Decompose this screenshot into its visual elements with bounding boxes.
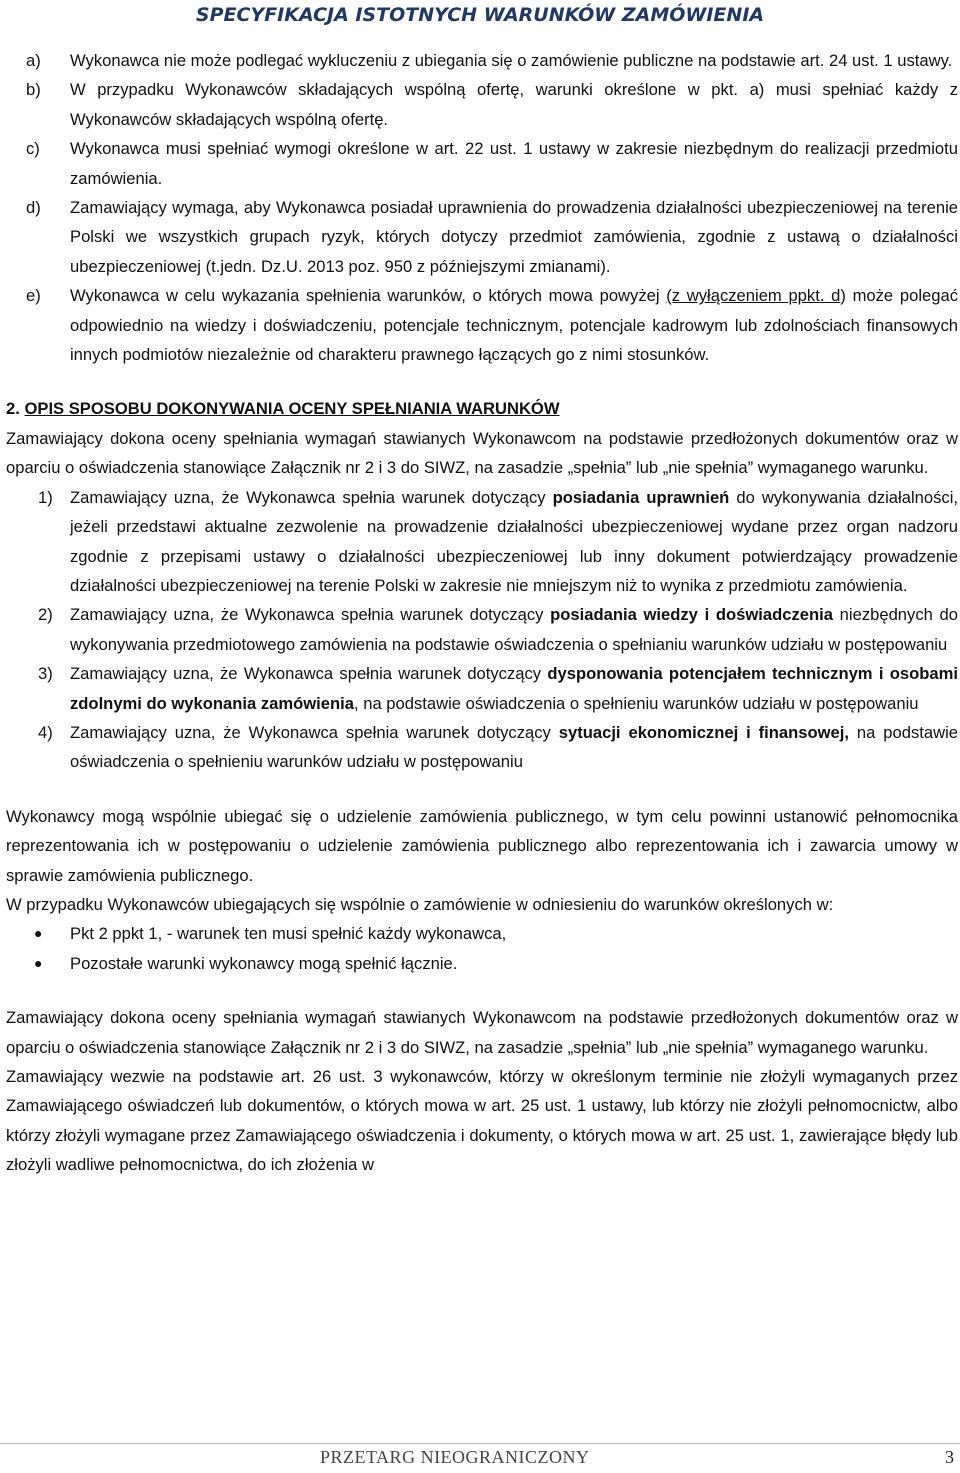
list-marker: 2)	[38, 605, 53, 625]
list-marker: 3)	[38, 664, 53, 684]
closing-summons-paragraph: Zamawiający wezwie na podstawie art. 26 ust. 3 wykonawców, którzy w określonym terminie nie złożyli wymaganych przez Zamawiającego oświadczeń lub dokumentów, o których mowa w art. 25 ust. 1 ustawy, lub którzy nie złożyli pełnomocnictw, albo którzy złożyli wymagane przez Zamawiającego oświadczenia i dokumenty, o których mowa w art. 25 ust. 1, zawierające błędy lub złożyli wadliwe pełnomocnictwa, do ich złożenia w	[6, 1067, 958, 1175]
list-item-text: W przypadku Wykonawców składających wspólną ofertę, warunki określone w pkt. a) musi spełniać każdy z Wykonawców składających wspólną ofertę.	[70, 80, 958, 129]
list-item-text: Wykonawca nie może podlegać wykluczeniu z ubiegania się o zamówienie publiczne na podstawie art. 24 ust. 1 ustawy.	[70, 51, 953, 70]
item-e-text-before: Wykonawca w celu wykazania spełnienia warunków, o których mowa powyżej	[70, 286, 667, 306]
list-item-a	[6, 46, 958, 75]
footer-title: PRZETARG NIEOGRANICZONY	[320, 1447, 590, 1467]
joint-bid-paragraph: Wykonawcy mogą wspólnie ubiegać się o udzielenie zamówienia publicznego, w tym celu powinni ustanowić pełnomocnika reprezentowania ich w postępowaniu o udzielenie zamówienia publicznego albo reprezentowania ich i zawarcia umowy w sprawie zamówienia publicznego.	[6, 806, 958, 885]
list-item-d	[6, 193, 958, 281]
page-footer	[0, 1445, 960, 1473]
page-header-title: SPECYFIKACJA ISTOTNYCH WARUNKÓW ZAMÓWIENIA	[195, 4, 765, 26]
list-marker: b)	[26, 80, 41, 100]
item-text-post: niezbędnych do wykonywania przedmiotowego zamówienia na podstawie oświadczenia o spełnianiu warunków udziału w postępowaniu	[70, 605, 959, 654]
item-text-pre: Zamawiający uzna, że Wykonawca spełnia warunek dotyczący	[70, 487, 553, 507]
list-item-text	[70, 600, 958, 659]
item-text-post: na podstawie oświadczenia o spełnieniu warunków udziału w postępowaniu	[70, 722, 959, 772]
item-text-bold: dysponowania potencjałem technicznym i osobami zdolnymi do wykonania zamówienia	[70, 664, 958, 713]
list-item-b	[6, 75, 958, 134]
item-text-post: do wykonywania działalności, jeżeli przedstawi aktualne zezwolenie na prowadzenie działalności ubezpieczeniowej wydane przez organ nadzoru zgodnie z przepisami ustawy o działalności ubezpieczeniowej lub inny dokument potwierdzający prowadzenie działalności ubezpieczeniowej na terenie Polski w zakresie nie mniejszym niż to wynika z przedmiotu zamówienia.	[70, 487, 958, 595]
list-marker: 1)	[38, 487, 53, 507]
bullet-item	[6, 949, 958, 978]
item-text-pre: Zamawiający uzna, że Wykonawca spełnia warunek dotyczący	[70, 722, 559, 742]
spacer	[6, 978, 958, 1003]
spacer	[6, 777, 958, 802]
list-item-text	[70, 659, 958, 718]
section-title: OPIS SPOSOBU DOKONYWANIA OCENY SPEŁNIANIA WARUNKÓW	[24, 399, 560, 419]
page-number: 3	[945, 1447, 954, 1467]
item-e-text-after: ) może polegać odpowiednio na wiedzy i doświadczeniu, potencjale technicznym, potencjale kadrowym lub zdolnościach finansowych innych podmiotów niezależnie od charakteru prawnego łączących go z nimi stosunków.	[70, 286, 958, 365]
item-text-bold: posiadania uprawnień	[552, 487, 730, 507]
list-marker: a)	[26, 51, 41, 70]
section-2-item-3	[6, 659, 958, 718]
list-item-text	[70, 281, 958, 369]
bullet-dot-icon: ●	[34, 925, 43, 942]
list-item-text: Zamawiający wymaga, aby Wykonawca posiadał uprawnienia do prowadzenia działalności ubezpieczeniowej na terenie Polski we wszystkich grupach ryzyk, których dotyczy przedmiot zamówienia, zgodnie z ustawą o działalności ubezpieczeniowej (t.jedn. Dz.U. 2013 poz. 950 z późniejszymi zmianami).	[70, 198, 958, 276]
item-text-bold: posiadania wiedzy i doświadczenia	[550, 605, 833, 625]
list-item-text: Wykonawca musi spełniać wymogi określone w art. 22 ust. 1 ustawy w zakresie niezbędnym do realizacji przedmiotu zamówienia.	[70, 139, 958, 188]
section-2-item-4	[6, 718, 958, 777]
footer-divider	[0, 1443, 960, 1444]
bullet-item-text: Pozostałe warunki wykonawcy mogą spełnić łącznie.	[70, 953, 458, 973]
joint-conditions-paragraph: W przypadku Wykonawców ubiegających się wspólnie o zamówienie w odniesieniu do warunków określonych w:	[6, 894, 834, 914]
list-item-text	[70, 483, 958, 601]
item-text-bold: sytuacji ekonomicznej i finansowej,	[558, 722, 849, 742]
list-marker: d)	[26, 198, 41, 218]
bullet-item	[6, 919, 958, 948]
closing-assessment-paragraph: Zamawiający dokona oceny spełniania wymagań stawianych Wykonawcom na podstawie przedłożonych dokumentów oraz w oparciu o oświadczenia stanowiące Załącznik nr 2 i 3 do SIWZ, na zasadzie „spełnia” lub „nie spełnia” wymaganego warunku.	[6, 1008, 958, 1057]
bullet-item-text: Pkt 2 ppkt 1, - warunek ten musi spełnić każdy wykonawca,	[70, 924, 507, 944]
document-body	[6, 46, 958, 1180]
list-item-text	[70, 718, 958, 777]
section-2-intro: Zamawiający dokona oceny spełniania wymagań stawianych Wykonawcom na podstawie przedłożonych dokumentów oraz w oparciu o oświadczenia stanowiące Załącznik nr 2 i 3 do SIWZ, na zasadzie „spełnia” lub „nie spełnia” wymaganego warunku.	[6, 428, 958, 478]
list-marker: e)	[26, 286, 41, 306]
section-2-item-2	[6, 600, 958, 659]
item-text-post: , na podstawie oświadczenia o spełnieniu warunków udziału w postępowaniu	[354, 693, 919, 713]
section-2-heading	[6, 394, 958, 423]
list-marker: c)	[26, 139, 40, 159]
section-2-item-1	[6, 483, 958, 601]
list-item-e	[6, 281, 958, 369]
list-marker: 4)	[38, 722, 53, 742]
bullet-dot-icon: ●	[34, 954, 43, 971]
item-text-pre: Zamawiający uzna, że Wykonawca spełnia warunek dotyczący	[70, 664, 548, 684]
spacer	[6, 369, 958, 394]
item-e-underlined-text: (z wyłączeniem ppkt. d	[666, 286, 841, 306]
section-number: 2.	[6, 399, 20, 419]
item-text-pre: Zamawiający uzna, że Wykonawca spełnia warunek dotyczący	[70, 605, 551, 625]
list-item-c	[6, 134, 958, 193]
